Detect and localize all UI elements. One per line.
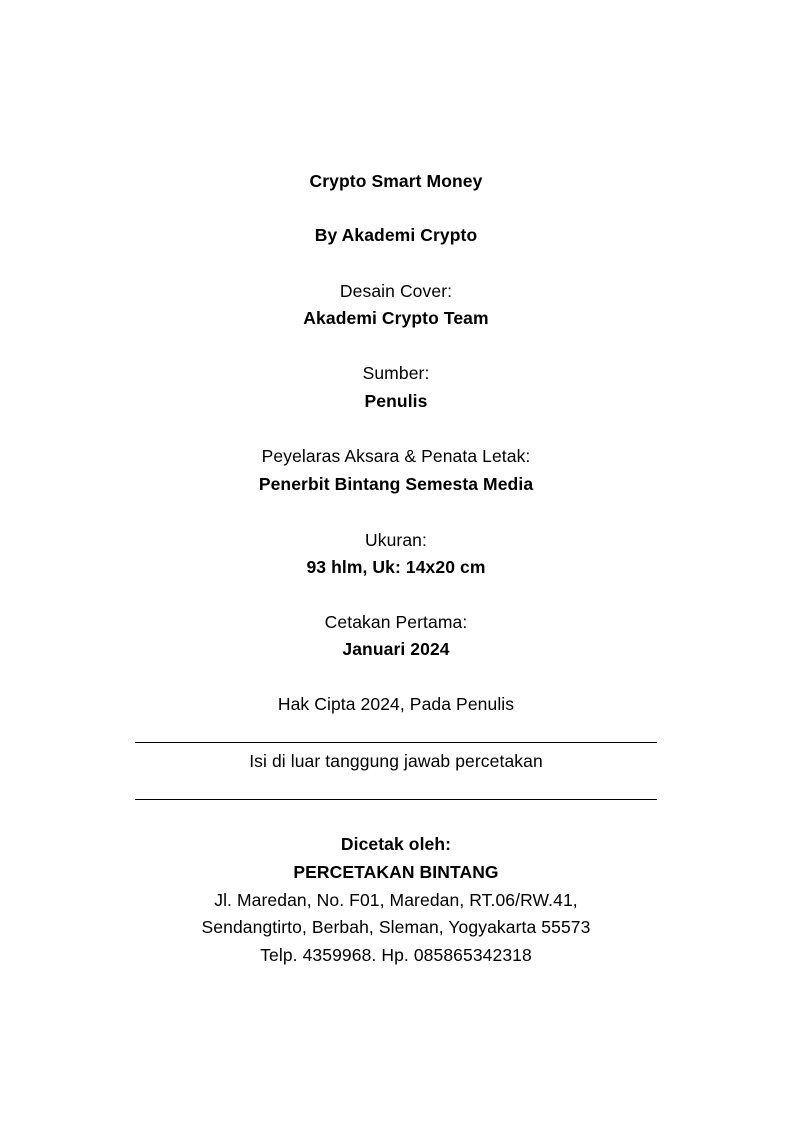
- disclaimer-rule-bottom: [135, 799, 657, 800]
- printer-address-line-2: Sendangtirto, Berbah, Sleman, Yogyakarta 55573: [201, 917, 591, 937]
- editor-label: Peyelaras Aksara & Penata Letak:: [261, 446, 531, 466]
- source-value-row: [0, 387, 792, 415]
- cover-design-label-row: [0, 277, 792, 305]
- cover-design-label: Desain Cover:: [339, 281, 453, 301]
- book-title-block: [0, 167, 792, 195]
- printer-name: PERCETAKAN BINTANG: [293, 862, 499, 882]
- disclaimer-row: [0, 747, 792, 775]
- printing-label: Cetakan Pertama:: [324, 612, 468, 632]
- size-value-row: [0, 553, 792, 581]
- printer-address-line-3: Telp. 4359968. Hp. 085865342318: [260, 945, 532, 965]
- disclaimer-text: Isi di luar tanggung jawab percetakan: [249, 751, 543, 771]
- author-line: By Akademi Crypto: [314, 225, 478, 245]
- source-label-row: [0, 359, 792, 387]
- printer-address-line-2-row: [0, 913, 792, 941]
- copyright-notice: Hak Cipta 2024, Pada Penulis: [277, 694, 515, 714]
- printing-value: Januari 2024: [342, 639, 450, 659]
- printer-address-line-1-row: [0, 886, 792, 914]
- size-label: Ukuran:: [365, 530, 427, 550]
- printing-label-row: [0, 608, 792, 636]
- printing-value-row: [0, 635, 792, 663]
- editor-value-row: [0, 470, 792, 498]
- editor-value: Penerbit Bintang Semesta Media: [258, 474, 534, 494]
- cover-design-value-row: [0, 304, 792, 332]
- source-label: Sumber:: [362, 363, 430, 383]
- size-label-row: [0, 526, 792, 554]
- book-title: Crypto Smart Money: [309, 171, 483, 191]
- author-block: [0, 221, 792, 249]
- printer-address-line-3-row: [0, 941, 792, 969]
- disclaimer-rule-top: [135, 742, 657, 743]
- source-value: Penulis: [364, 391, 428, 411]
- cover-design-value: Akademi Crypto Team: [303, 308, 489, 328]
- printer-label-row: [0, 830, 792, 858]
- copyright-notice-row: [0, 690, 792, 718]
- size-value: 93 hlm, Uk: 14x20 cm: [306, 557, 486, 577]
- editor-label-row: [0, 442, 792, 470]
- printer-address-line-1: Jl. Maredan, No. F01, Maredan, RT.06/RW.41,: [214, 890, 578, 910]
- printer-label: Dicetak oleh:: [340, 834, 452, 854]
- printer-name-row: [0, 858, 792, 886]
